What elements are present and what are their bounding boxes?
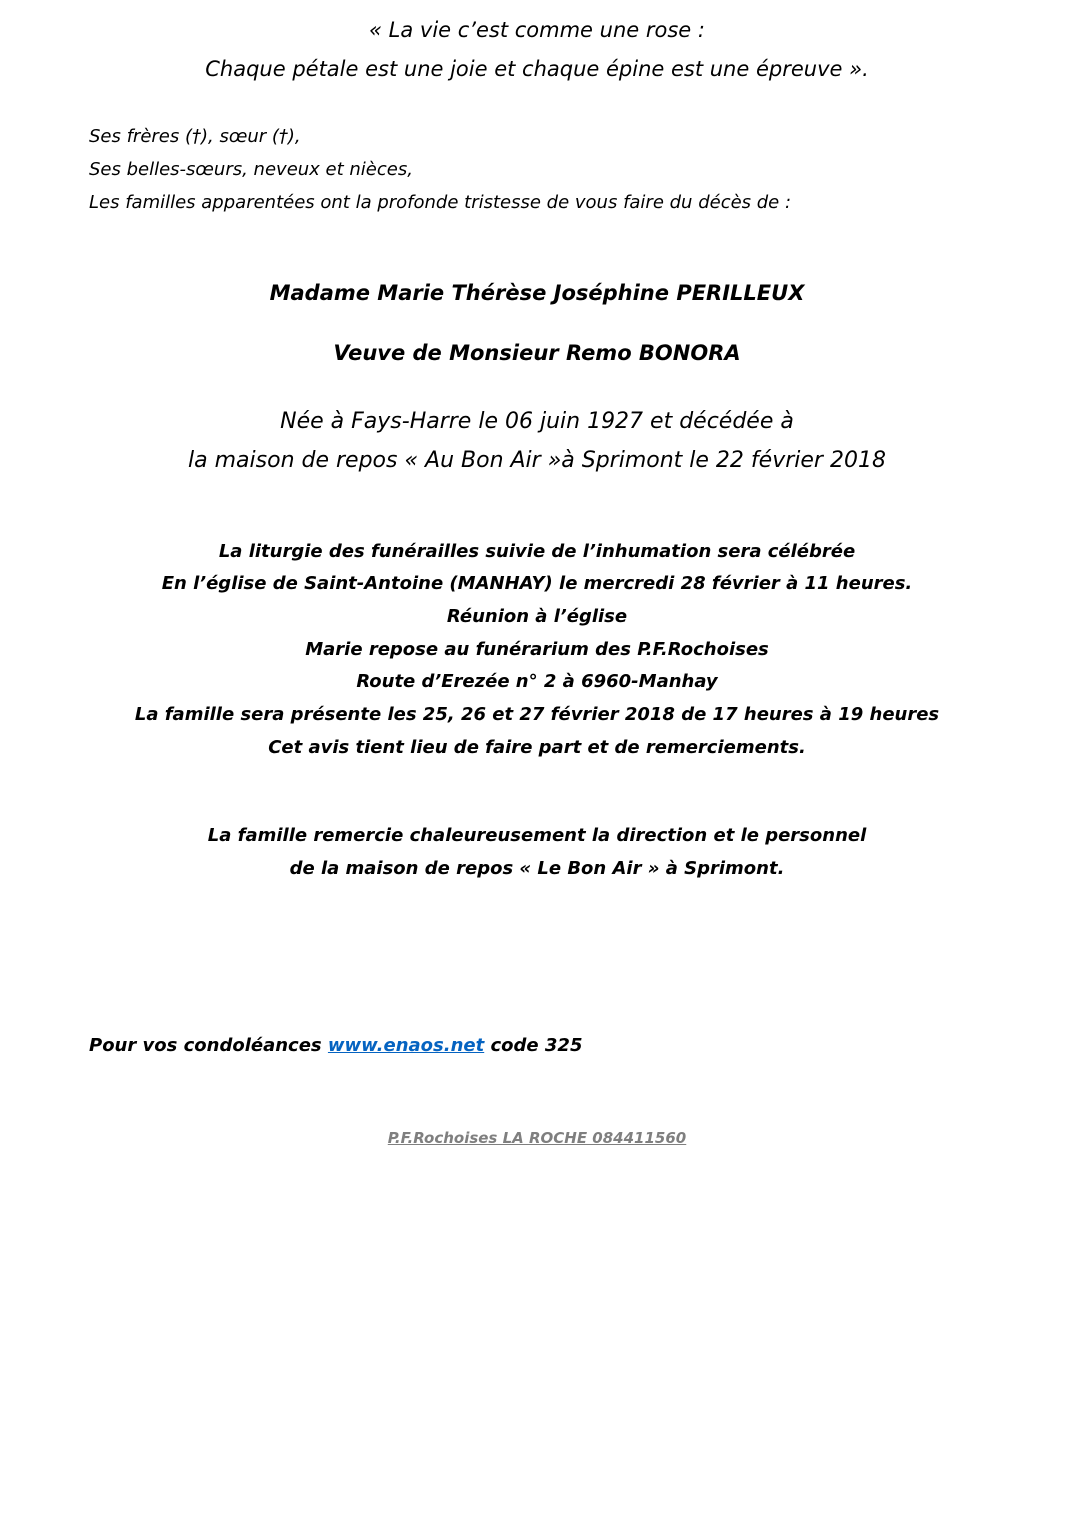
thanks-line-1: La famille remercie chaleureusement la direction et le personnel xyxy=(207,825,867,846)
condolences-suffix: code 325 xyxy=(490,1035,583,1056)
family-line-2: Ses belles-sœurs, neveux et nièces, xyxy=(89,159,413,180)
funeral-info-line-7: Cet avis tient lieu de faire part et de remerciements. xyxy=(268,737,806,758)
birth-death-line-2: la maison de repos « Au Bon Air »à Sprimont le 22 février 2018 xyxy=(188,448,886,473)
condolences-link[interactable]: www.enaos.net xyxy=(327,1035,485,1056)
family-line-3: Les familles apparentées ont la profonde tristesse de vous faire du décès de : xyxy=(89,192,792,213)
family-line-1: Ses frères (†), sœur (†), xyxy=(89,126,301,147)
funeral-info-line-3: Réunion à l’église xyxy=(446,606,628,627)
footer-funeral-home: P.F.Rochoises LA ROCHE 084411560 xyxy=(387,1129,687,1147)
condolences-line xyxy=(89,1035,582,1056)
deceased-name: Madame Marie Thérèse Joséphine PERILLEUX xyxy=(269,281,805,305)
quote-line-2: Chaque pétale est une joie et chaque épine est une épreuve ». xyxy=(205,57,869,81)
deceased-spouse: Veuve de Monsieur Remo BONORA xyxy=(333,341,741,365)
funeral-info-line-6: La famille sera présente les 25, 26 et 27 février 2018 de 17 heures à 19 heures xyxy=(134,704,940,725)
funeral-info-line-4: Marie repose au funérarium des P.F.Rochoises xyxy=(305,639,769,660)
funeral-info-line-2: En l’église de Saint-Antoine (MANHAY) le mercredi 28 février à 11 heures. xyxy=(161,573,913,594)
birth-death-line-1: Née à Fays-Harre le 06 juin 1927 et décédée à xyxy=(280,409,794,434)
funeral-info-line-1: La liturgie des funérailles suivie de l’inhumation sera célébrée xyxy=(218,541,856,562)
funeral-info-line-5: Route d’Erezée n° 2 à 6960-Manhay xyxy=(356,671,718,692)
condolences-prefix: Pour vos condoléances xyxy=(89,1035,322,1056)
quote-line-1: « La vie c’est comme une rose : xyxy=(369,18,705,42)
thanks-line-2: de la maison de repos « Le Bon Air » à Sprimont. xyxy=(289,858,785,879)
